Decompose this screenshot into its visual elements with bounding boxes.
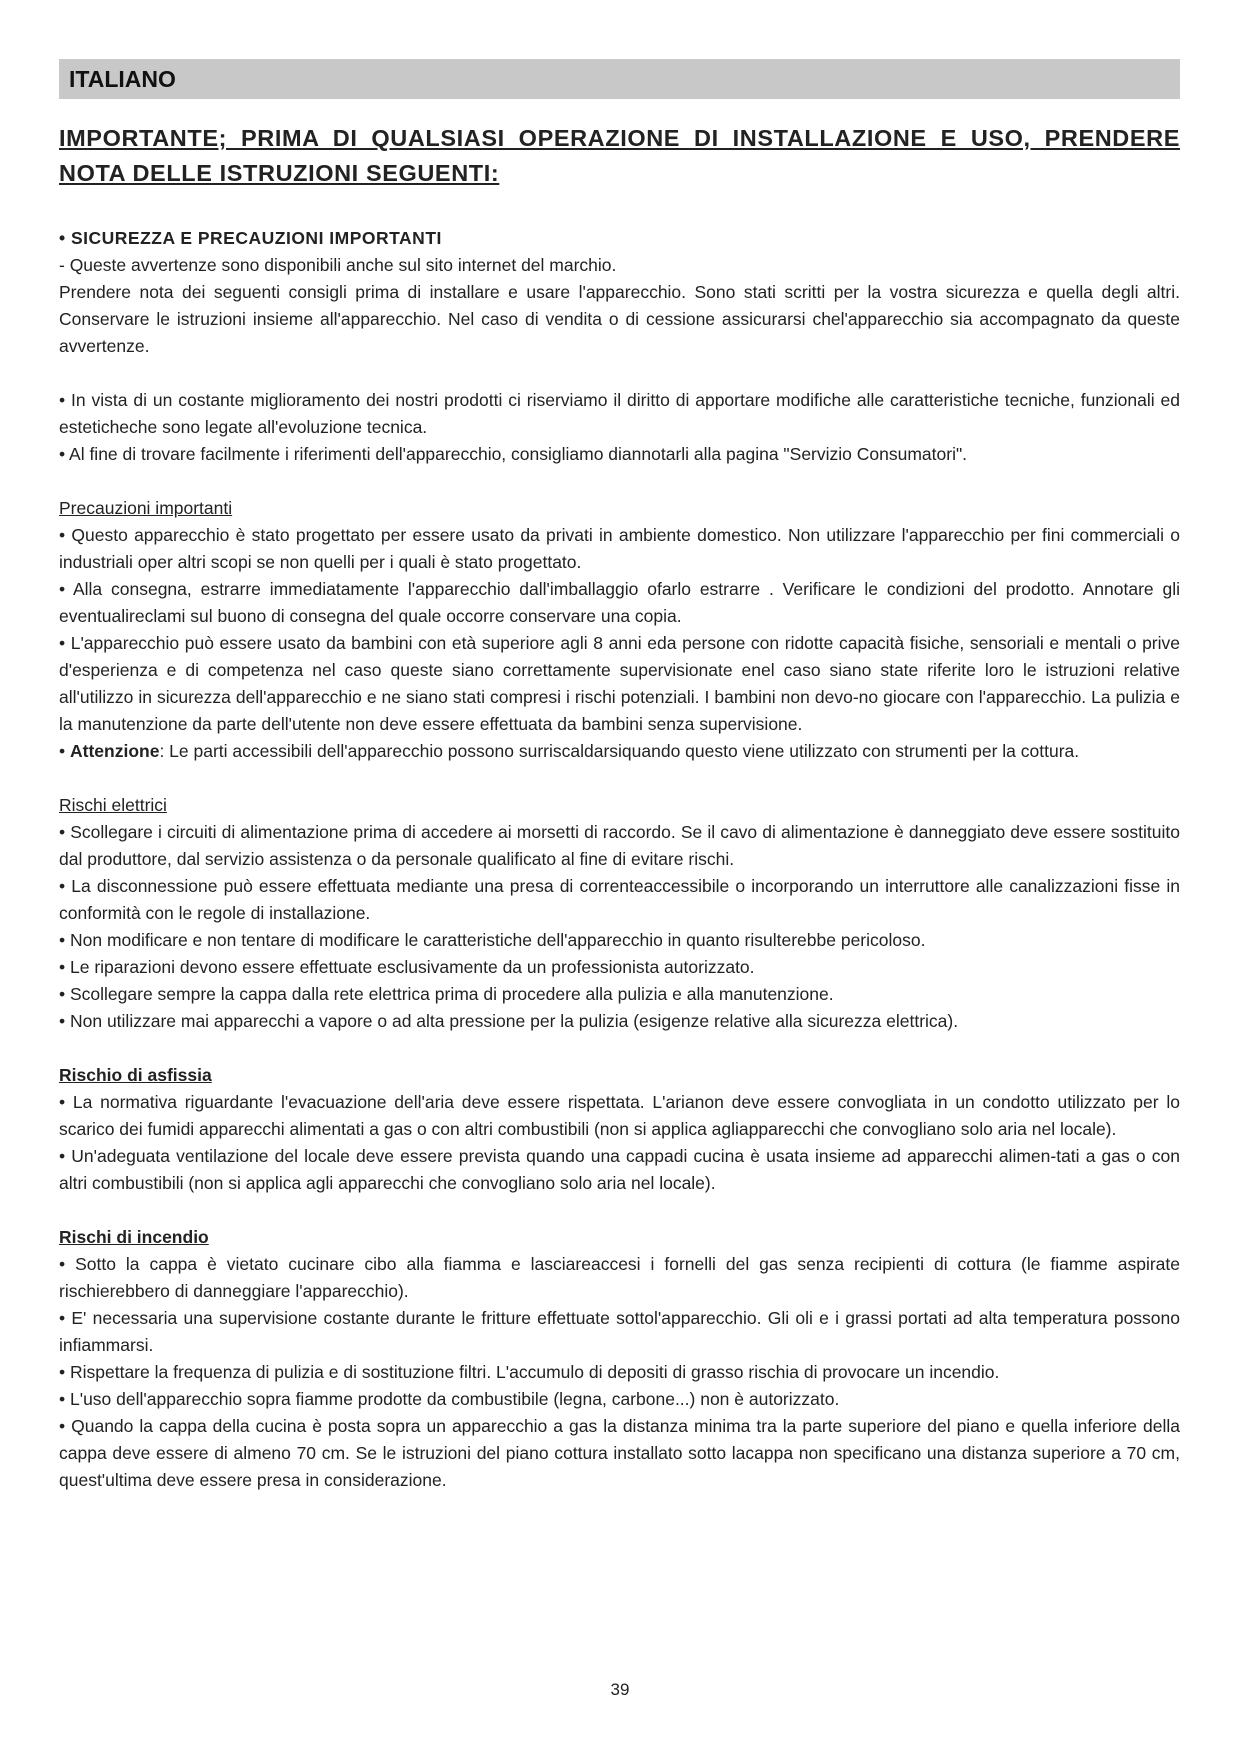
electrical-item: • Non utilizzare mai apparecchi a vapore o ad alta pressione per la pulizia (esigenze relative alla sicurezza elettrica). xyxy=(59,1011,959,1031)
precautions-heading: Precauzioni importanti xyxy=(59,498,233,518)
electrical-heading: Rischi elettrici xyxy=(59,795,167,815)
safety-heading: • SICUREZZA E PRECAUZIONI IMPORTANTI xyxy=(59,228,442,248)
precautions-section xyxy=(59,495,1180,765)
language-label: ITALIANO xyxy=(69,66,176,92)
electrical-item: • Scollegare sempre la cappa dalla rete elettrica prima di procedere alla pulizia e alla manutenzione. xyxy=(59,984,834,1004)
precaution-item: • L'apparecchio può essere usato da bambini con età superiore agli 8 anni eda persone con ridotte capacità fisiche, sensoriali e mentali o prive d'esperienza e di competenza nel caso queste siano correttamente supervisionate enel caso siano state riferite loro le istruzioni relative all'utilizzo in sicurezza dell'apparecchio e ne siano stati compresi i rischi potenziali. I bambini non devo-no giocare con l'apparecchio. La pulizia e la manutenzione da parte dell'utente non deve essere effettuata da bambini senza supervisione. xyxy=(59,633,1180,734)
fire-section xyxy=(59,1224,1180,1494)
safety-paragraph: • Al fine di trovare facilmente i riferimenti dell'apparecchio, consigliamo diannotarli alla pagina "Servizio Consumatori". xyxy=(59,444,968,464)
electrical-item: • La disconnessione può essere effettuata mediante una presa di correnteaccessibile o incorporando un interruttore alle canalizzazioni fisse in conformità con le regole di installazione. xyxy=(59,876,1180,923)
attention-bullet: • xyxy=(59,741,70,761)
fire-item: • Sotto la cappa è vietato cucinare cibo alla fiamma e lasciareaccesi i fornelli del gas senza recipienti di cottura (le fiamme aspirate rischierebbero di danneggiare l'apparecchio). xyxy=(59,1254,1180,1301)
asphyxia-item: • Un'adeguata ventilazione del locale deve essere prevista quando una cappadi cucina è usata insieme ad apparecchi alimen-tati a gas o con altri combustibili (non si applica agli apparecchi che convogliano solo aria nel locale). xyxy=(59,1146,1180,1193)
fire-item: • Rispettare la frequenza di pulizia e di sostituzione filtri. L'accumulo di depositi di grasso rischia di provocare un incendio. xyxy=(59,1362,1000,1382)
language-header xyxy=(59,59,1180,99)
electrical-item: • Le riparazioni devono essere effettuate esclusivamente da un professionista autorizzato. xyxy=(59,957,755,977)
safety-section xyxy=(59,225,1180,468)
attention-text: : Le parti accessibili dell'apparecchio possono surriscaldarsiquando questo viene utilizzato con strumenti per la cottura. xyxy=(159,741,1080,761)
main-title: IMPORTANTE; PRIMA DI QUALSIASI OPERAZIONE DI INSTALLAZIONE E USO, PRENDERE NOTA DELLE ISTRUZIONI SEGUENTI: xyxy=(59,125,1180,186)
asphyxia-section xyxy=(59,1062,1180,1197)
electrical-item: • Scollegare i circuiti di alimentazione prima di accedere ai morsetti di raccordo. Se il cavo di alimentazione è danneggiato deve essere sostituito dal produttore, dal servizio assistenza o da personale qualificato al fine di evitare rischi. xyxy=(59,822,1180,869)
safety-paragraph: - Queste avvertenze sono disponibili anche sul sito internet del marchio. xyxy=(59,255,617,275)
document-page xyxy=(59,59,1180,1494)
fire-heading: Rischi di incendio xyxy=(59,1227,209,1247)
asphyxia-heading: Rischio di asfissia xyxy=(59,1065,212,1085)
safety-paragraph: • In vista di un costante miglioramento dei nostri prodotti ci riserviamo il diritto di apportare modifiche alle caratteristiche tecniche, funzionali ed esteticheche sono legate all'evoluzione tecnica. xyxy=(59,390,1180,437)
precaution-item: • Alla consegna, estrarre immediatamente l'apparecchio dall'imballaggio ofarlo estrarre . Verificare le condizioni del prodotto. Annotare gli eventualireclami sul buono di consegna del quale occorre conservare una copia. xyxy=(59,579,1180,626)
attention-label: Attenzione xyxy=(70,741,160,761)
asphyxia-item: • La normativa riguardante l'evacuazione dell'aria deve essere rispettata. L'arianon deve essere convogliata in un condotto utilizzato per lo scarico dei fumidi apparecchi alimentati a gas o con altri combustibili (non si applica agliapparecchi che convogliano solo aria nel locale). xyxy=(59,1092,1180,1139)
safety-paragraph: Prendere nota dei seguenti consigli prima di installare e usare l'apparecchio. Sono stati scritti per la vostra sicurezza e quella degli altri. Conservare le istruzioni insieme all'apparecchio. Nel caso di vendita o di cessione assicurarsi chel'apparecchio sia accompagnato da queste avvertenze. xyxy=(59,282,1180,356)
attention-item xyxy=(59,738,1180,765)
electrical-item: • Non modificare e non tentare di modificare le caratteristiche dell'apparecchio in quanto risulterebbe pericoloso. xyxy=(59,930,926,950)
precaution-item: • Questo apparecchio è stato progettato per essere usato da privati in ambiente domestico. Non utilizzare l'apparecchio per fini commerciali o industriali oper altri scopi se non quelli per i quali è stato progettato. xyxy=(59,525,1180,572)
fire-item: • L'uso dell'apparecchio sopra fiamme prodotte da combustibile (legna, carbone...) non è autorizzato. xyxy=(59,1389,840,1409)
fire-item: • Quando la cappa della cucina è posta sopra un apparecchio a gas la distanza minima tra la parte superiore del piano e quella inferiore della cappa deve essere di almeno 70 cm. Se le istruzioni del piano cottura installato sotto lacappa non specificano una distanza superiore a 70 cm, quest'ultima deve essere presa in considerazione. xyxy=(59,1416,1180,1490)
electrical-section xyxy=(59,792,1180,1035)
page-number: 39 xyxy=(610,1680,630,1699)
fire-item: • E' necessaria una supervisione costante durante le fritture effettuate sottol'apparecchio. Gli oli e i grassi portati ad alta temperatura possono infiammarsi. xyxy=(59,1308,1180,1355)
